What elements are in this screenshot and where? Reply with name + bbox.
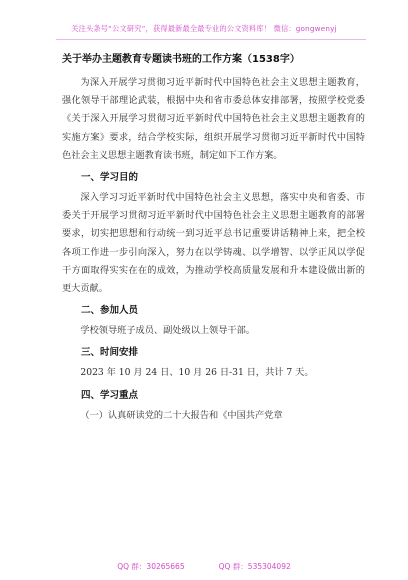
document-body — [62, 52, 365, 425]
footer-contacts — [0, 561, 408, 572]
document-title: 关于举办主题教育专题读书班的工作方案（1538字） — [62, 54, 300, 65]
section-heading-focus: 四、学习重点 — [81, 389, 139, 401]
qq-group-2: QQ 群：535304092 — [218, 562, 291, 571]
section-heading-purpose: 一、学习目的 — [81, 172, 139, 184]
section-body-focus: （一）认真研读党的二十大报告和《中国共产党章 — [80, 409, 283, 421]
qq-group-1: QQ 群：30265665 — [117, 562, 185, 571]
header-divider — [56, 39, 366, 40]
section-heading-participants: 二、参加人员 — [81, 305, 139, 317]
section-body-purpose: 深入学习习近平新时代中国特色社会主义思想，落实中央和省委、市委关于开展学习贯彻习近平新时代中国特色社会主义思想主题教育的部署要求，切实把思想和行动统一到习近平总书记重要讲话精神上来，把全校各项工作进一步引向深入，努力在以学铸魂、以学增智、以学正风以学促干方面取得实实在在的成效，为推动学校高质量发展和升本建设做出新的更大贡献。 — [62, 192, 365, 295]
section-body-participants: 学校领导班子成员、副处级以上领导干部。 — [80, 325, 255, 337]
section-body-schedule: 2023 年 10 月 24 日、10 月 26 日-31 日，共计 7 天。 — [80, 367, 314, 379]
intro-paragraph: 为深入开展学习贯彻习近平新时代中国特色社会主义思想主题教育，强化领导干部理论武装，根据中央和省市委总体安排部署，按照学校党委《关于深入开展学习贯彻习近平新时代中国特色社会主义思想主题教育的实施方案》要求，结合学校实际，组织开展学习贯彻习近平新时代中国特色社会主义思想主题教育读书班，制定如下工作方案。 — [62, 77, 365, 161]
section-heading-schedule: 三、时间安排 — [81, 347, 139, 359]
promo-header: 关注头条号“公文研究”，获得最新最全最专业的公文资料库！ 微信：gongwenyj — [71, 24, 337, 33]
